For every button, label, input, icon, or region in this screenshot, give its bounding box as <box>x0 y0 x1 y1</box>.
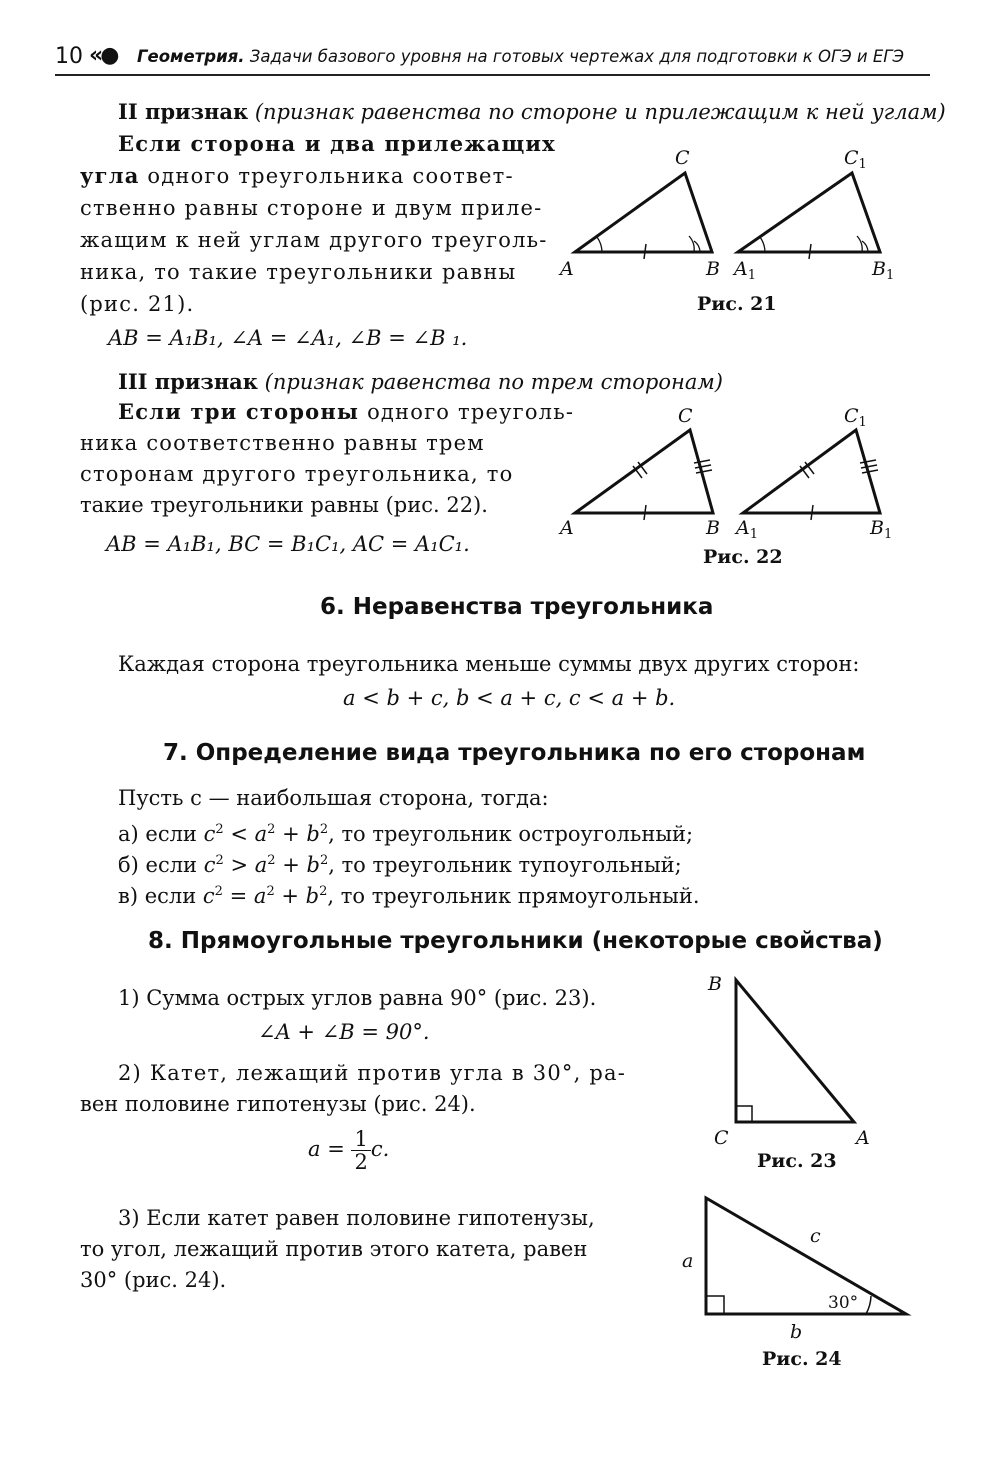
fig23-triangle <box>736 980 854 1122</box>
section6-formula: a < b + c, b < a + c, c < a + b. <box>343 686 676 710</box>
criterion2-line-3: ственно равны стороне и двум приле- <box>80 196 543 220</box>
section8-p1: 1) Сумма острых углов равна 90° (рис. 23). <box>118 986 597 1010</box>
fig24-label-c: c <box>810 1225 821 1247</box>
page-number: 10 <box>55 44 83 69</box>
fig22-caption: Рис. 22 <box>703 546 783 568</box>
criterion2-heading: II признак (признак равенства по стороне и прилежащим к ней углам) <box>118 99 946 124</box>
fig21-label-a1: $A_1$ <box>734 258 757 283</box>
fig21-label-c: C <box>675 147 690 169</box>
fig21-label-b: B <box>706 258 720 280</box>
section8-p3-line3: 30° (рис. 24). <box>80 1268 227 1292</box>
figure-24 <box>670 1190 920 1345</box>
book-title: Геометрия. Задачи базового уровня на готовых чертежах для подготовки к ОГЭ и ЕГЭ <box>137 47 905 66</box>
fig21-label-c1: $C_1$ <box>844 147 867 172</box>
figure-23 <box>700 968 890 1153</box>
section7-item-b: б) если $c^2 > a^2 + b^2$, то треугольник тупоугольный; <box>118 853 682 877</box>
header-bullet-icon: «● <box>89 43 117 68</box>
fig22-triangle-1 <box>575 430 713 520</box>
criterion2-line-5: ника, то такие треугольники равны <box>80 260 517 284</box>
criterion2-formula: AB = A₁B₁, ∠A = ∠A₁, ∠B = ∠B ₁. <box>108 326 468 350</box>
fig21-label-a: A <box>560 258 574 280</box>
section8-p3-line1: 3) Если катет равен половине гипотенузы, <box>118 1206 595 1230</box>
fig23-label-c: C <box>714 1127 729 1149</box>
section8-title: 8. Прямоугольные треугольники (некоторые свойства) <box>148 928 883 954</box>
page-header <box>55 40 930 76</box>
section7-item-a: а) если $c^2 < a^2 + b^2$, то треугольник остроугольный; <box>118 822 694 846</box>
section8-p2-line2: вен половине гипотенузы (рис. 24). <box>80 1092 476 1116</box>
figure-22 <box>550 398 910 548</box>
fig22-label-c: C <box>678 405 693 427</box>
figure-21 <box>550 140 910 300</box>
fig21-triangle-1 <box>575 173 712 259</box>
criterion2-line-4: жащим к ней углам другого треуголь- <box>80 228 548 252</box>
fig24-angle-label: 30° <box>828 1293 859 1313</box>
fig21-caption: Рис. 21 <box>697 293 777 315</box>
fig23-label-b: B <box>708 973 722 995</box>
section7-title: 7. Определение вида треугольника по его сторонам <box>163 740 866 766</box>
criterion3-heading: III признак (признак равенства по трем сторонам) <box>118 369 723 394</box>
criterion2-line-6: (рис. 21). <box>80 292 195 316</box>
section8-p2-line1: 2) Катет, лежащий против угла в 30°, ра- <box>118 1061 627 1085</box>
fig24-caption: Рис. 24 <box>762 1348 842 1370</box>
fig22-label-c1: $C_1$ <box>844 405 867 430</box>
fig23-caption: Рис. 23 <box>757 1150 837 1172</box>
section7-item-c: в) если $c^2 = a^2 + b^2$, то треугольник прямоугольный. <box>118 884 700 908</box>
fraction-one-half: $\frac{1}{2}$ <box>351 1128 370 1173</box>
fig24-label-a: a <box>682 1250 694 1272</box>
section6-text: Каждая сторона треугольника меньше суммы двух других сторон: <box>118 652 860 676</box>
fig22-label-b: B <box>706 517 720 539</box>
criterion3-line-1: Если три стороны одного треуголь- <box>118 399 575 424</box>
fig21-triangle-2 <box>738 173 880 259</box>
criterion3-line-4: такие треугольники равны (рис. 22). <box>80 493 488 517</box>
section8-f1: ∠A + ∠B = 90°. <box>258 1020 430 1044</box>
fig22-label-b1: $B_1$ <box>870 517 893 542</box>
fig22-label-a: A <box>560 517 574 539</box>
section6-title: 6. Неравенства треугольника <box>320 594 714 620</box>
criterion2-line-2: угла одного треугольника соответ- <box>80 163 514 188</box>
criterion2-line-1: Если сторона и два прилежащих <box>118 131 556 156</box>
section8-p3-line2: то угол, лежащий против этого катета, равен <box>80 1237 588 1261</box>
fig22-triangle-2 <box>743 430 880 520</box>
criterion3-line-3: сторонам другого треугольника, то <box>80 462 514 486</box>
fig22-label-a1: $A_1$ <box>736 517 759 542</box>
fig24-label-b: b <box>790 1321 803 1343</box>
fig24-triangle <box>706 1198 906 1314</box>
criterion3-line-2: ника соответственно равны трем <box>80 431 485 455</box>
fig23-label-a: A <box>856 1127 870 1149</box>
fig21-label-b1: $B_1$ <box>872 258 895 283</box>
criterion3-formula: AB = A₁B₁, BC = B₁C₁, AC = A₁C₁. <box>106 532 470 556</box>
section7-intro: Пусть c — наибольшая сторона, тогда: <box>118 786 549 810</box>
section8-f2: a = $\frac{1}{2}$ c. <box>308 1127 390 1174</box>
